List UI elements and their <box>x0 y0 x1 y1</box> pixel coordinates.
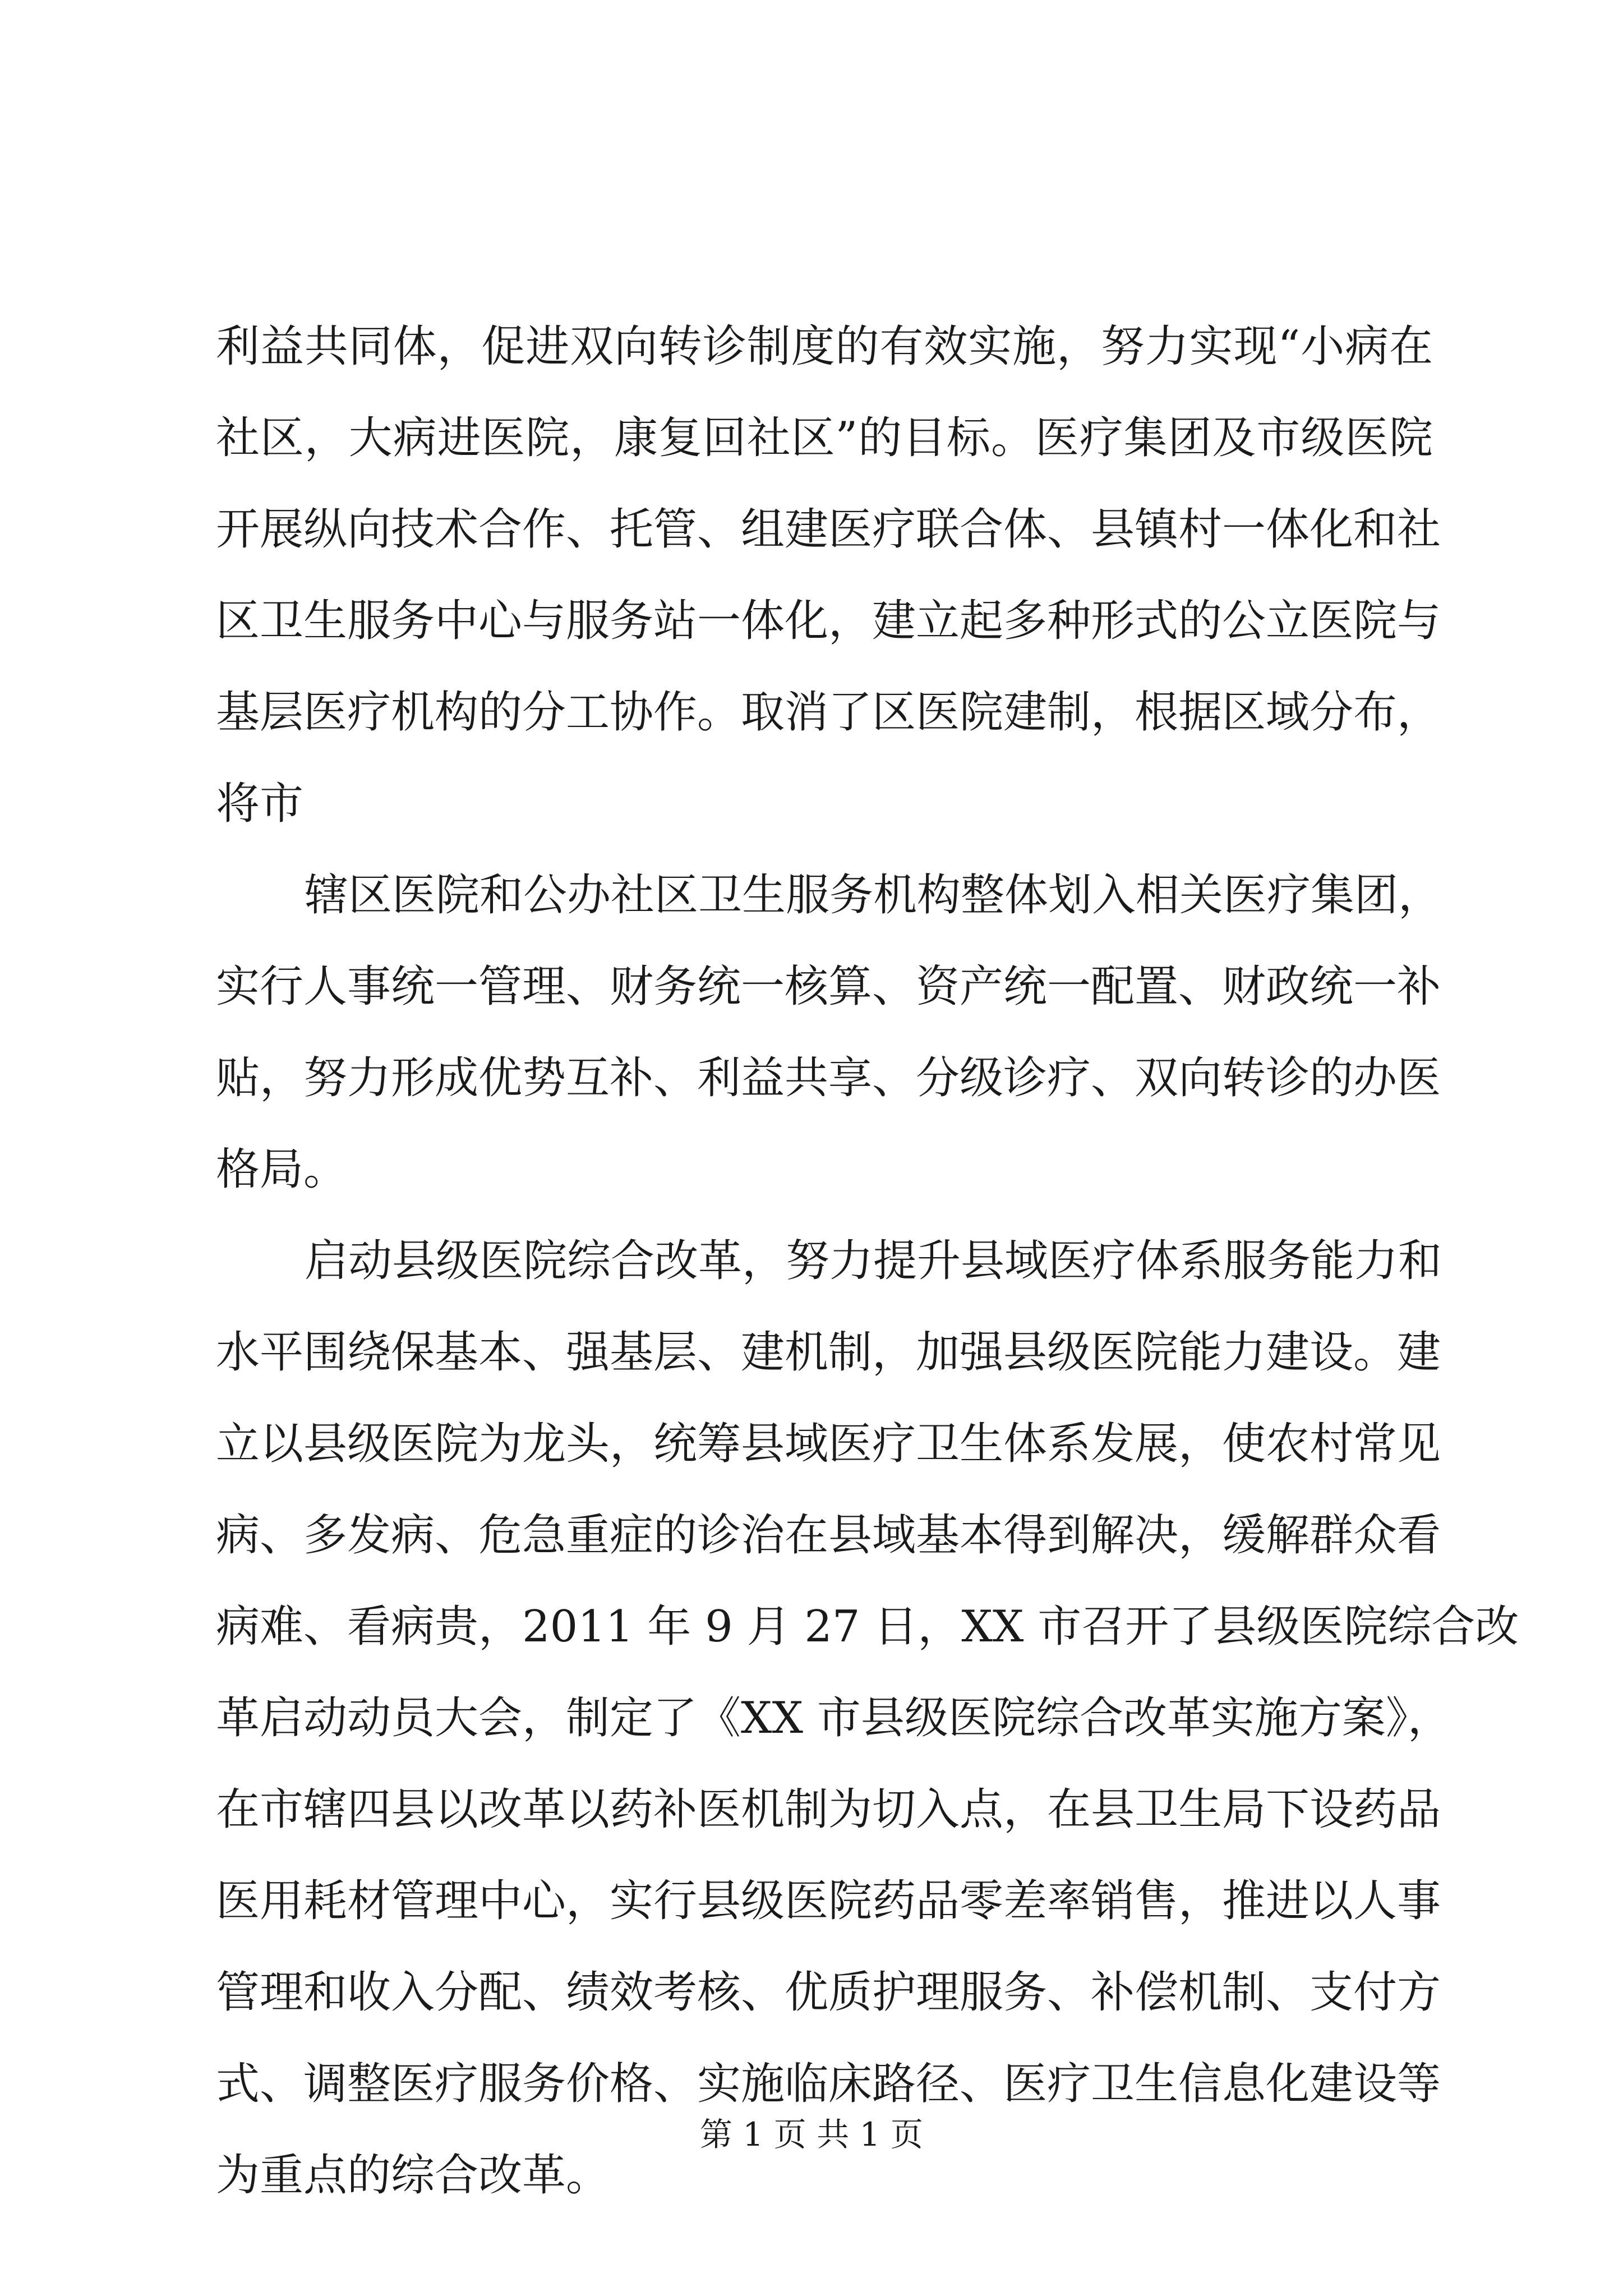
text-line: 辖区医院和公办社区卫生服务机构整体划入相关医疗集团， <box>305 870 1442 921</box>
text-line: 在市辖四县以改革以药补医机制为切入点，在县卫生局下设药品 <box>216 1784 1441 1835</box>
text-line: 格局。 <box>216 1144 348 1195</box>
text-line: 管理和收入分配、绩效考核、优质护理服务、补偿机制、支付方 <box>216 1967 1441 2018</box>
text-line: 利益共同体，促进双向转诊制度的有效实施，努力实现“小病在 <box>216 321 1433 372</box>
text-line: 医用耗材管理中心，实行县级医院药品零差率销售，推进以人事 <box>216 1876 1441 1926</box>
paragraph-1 <box>216 301 1441 850</box>
text-line: 病、多发病、危急重症的诊治在县域基本得到解决，缓解群众看 <box>216 1510 1441 1561</box>
text-line: 病难、看病贵，2011 年 9 月 27 日，XX 市召开了县级医院综合改 <box>216 1602 1519 1652</box>
text-line: 社区，大病进医院，康复回社区”的目标。医疗集团及市级医院 <box>216 413 1433 463</box>
text-line: 式、调整医疗服务价格、实施临床路径、医疗卫生信息化建设等 <box>216 2059 1441 2109</box>
page-footer: 第 1 页 共 1 页 <box>700 2115 923 2154</box>
text-line: 为重点的综合改革。 <box>216 2150 610 2201</box>
text-line: 水平围绕保基本、强基层、建机制，加强县级医院能力建设。建 <box>216 1327 1441 1378</box>
text-line: 革启动动员大会，制定了《XX 市县级医院综合改革实施方案》， <box>216 1693 1451 1743</box>
paragraph-2 <box>216 850 1442 1216</box>
text-line: 开展纵向技术合作、托管、组建医疗联合体、县镇村一体化和社 <box>216 504 1441 555</box>
text-line: 立以县级医院为龙头，统筹县域医疗卫生体系发展，使农村常见 <box>216 1419 1441 1469</box>
text-line: 实行人事统一管理、财务统一核算、资产统一配置、财政统一补 <box>216 961 1441 1012</box>
document-body <box>216 301 1519 2221</box>
text-line: 启动县级医院综合改革，努力提升县域医疗体系服务能力和 <box>305 1236 1442 1286</box>
text-line: 贴，努力形成优势互补、利益共享、分级诊疗、双向转诊的办医 <box>216 1053 1441 1103</box>
text-line: 区卫生服务中心与服务站一体化，建立起多种形式的公立医院与 <box>216 596 1441 646</box>
text-line: 将市 <box>216 779 304 829</box>
text-line: 基层医疗机构的分工协作。取消了区医院建制，根据区域分布， <box>216 687 1441 738</box>
paragraph-3 <box>216 1216 1519 2221</box>
